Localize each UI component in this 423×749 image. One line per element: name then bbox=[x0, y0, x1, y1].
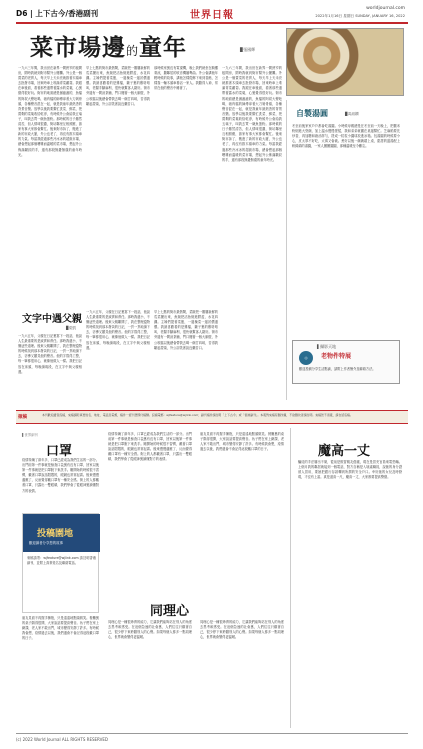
ad-body: 來稿請寄：wjfeature@wjlink.com 請註明香港副刊，並附上真實姓名及聯絡電話。 bbox=[27, 556, 96, 566]
photo-corner-title: 老物件特展 bbox=[321, 353, 352, 360]
ad-title: 投稿園地 bbox=[37, 529, 74, 539]
empathy-body-col-2: 同理心是一種很珍貴的能力，它讓我們能夠站在別人的角度去思考和感受。在這個急速的社會裏，人們往往只顧著自己，很少停下來聆聽別人的心聲。如果每個人都多一點同理心，世界就會變得更溫暖。 bbox=[200, 620, 284, 640]
main-headline bbox=[30, 29, 187, 62]
main-body-col-2: 早上七點的街市最熱鬧，菜販把一籮籮新鮮的瓜菜擺出來，魚販把活魚倒進膠盆，水花四濺。主婦們提著菜籃，一邊揀菜一邊討價還價。我最喜歡看的是雞檔，籠子裏的雞咯咯叫，老闆手腳麻利，很快就幫客人劏好。街市旁邊有一間涼茶舖，門口擺著一個大銅壺，外公收檔以後總會帶我去喝一碗廿四味，苦得我皺起眉頭，外公卻笑著說良藥苦口。 bbox=[86, 66, 150, 106]
side-byline: ▉黃淑嫻 bbox=[345, 112, 359, 116]
father-byline: ▉梁凱 bbox=[66, 326, 76, 330]
submission-text: 本刊歡迎讀者投稿，來稿請附真實姓名、地址、電話及電郵，稿件一經刊登即付稿酬。投稿電郵：wjfeature@wjlink.com；副刊稿件請註明「上下古今」或「香港副刊」。本報對來稿有刪改權，不欲刪改者請註明。來稿恕不退還，請自留底稿。 bbox=[42, 413, 353, 417]
headline-part-b: 童年 bbox=[139, 34, 188, 61]
issue-date: 2022年1月16日 星期日 SUNDAY, JANUARY 16, 2022 bbox=[315, 14, 405, 18]
main-body-col-4: 一九六三年間，我出世在新界一間狹窄的板間房，閑時我就到街市幫外公擺攤。外公是一個賣菜的老實人，每天早上天未亮就推著木頭車去批發市場，回來時車上堆滿青菜蘿蔔。我跟在車後面，看著那些還帶著露水的菜葉，心裏覺得很好玩。街市的地面總是濕漉漉的，魚檔的阿叔大聲吆喝，豬肉檔的師傅拿著大刀剁骨頭，各種聲音混在一起，就是我童年最熟悉的背景音樂。放學以後我要幫忙洗菜、綁菜，把賣剩的菜葉收拾乾淨，有時候外公會給我五毫子，叫我去買一碗魚蛋粉。那時候的日子雖然清苦，但人情味很濃，街坊鄰里互相照應，誰家有事大家都會幫忙。後來街市拆了，搬進了新的市政大廈，外公也老了，再沒有推木頭車的力氣。每當我經過那些冷冰冰的超級市場，總會想起那個嘈雜而溫暖的菜市場，想起外公佈滿皺紋的手，還有那段無憂無慮的童年時光。 bbox=[222, 66, 282, 162]
father-body-col-1: 一九六五年，父親在日記裏寫下一段話，他說人生最重要的是誠實和責任。那時我還小，不懂這些道理。後來父親離開了，我在整理遺物的時候找到那本發黃的日記，一頁一頁地讀下去，彷彿又聽見他的聲音。他的字寫得工整，每一筆都很用心，就像他做人一樣。我把日記放在床頭，每晚讀幾段，在文字中與父親相遇。 bbox=[18, 334, 82, 374]
main-byline: ▉張國輝 bbox=[240, 47, 256, 52]
headline-particle: 的 bbox=[126, 44, 140, 58]
column-divider bbox=[286, 100, 287, 400]
scam-body: 騙徒的手法層出不窮，從前是假冒親友借錢，現在是冒充官員來電恐嚇。上個月我的鄰居就接到一個電話，對方自稱是入境處職員，說她的身分證被人冒用，要她把銀行存款轉到所謂的安全戶口。幸好她的女兒及時發現，才沒有上當。真是道高一尺，魔高一丈，大家都要提高警覺。 bbox=[298, 460, 402, 480]
scam-headline: 魔高一丈 bbox=[318, 444, 371, 459]
headline-part-a: 菜市場邊 bbox=[30, 34, 126, 61]
header-rule bbox=[16, 22, 408, 24]
copyright-notice: (c) 2022 World Journal ALL RIGHTS RESERVED bbox=[16, 737, 108, 742]
newspaper-logo: 世界日報 bbox=[190, 10, 234, 21]
section-title: D6 | 上下古今/香港副刊 bbox=[16, 9, 99, 18]
photo-corner-box bbox=[292, 340, 400, 384]
column-divider-bottom bbox=[290, 428, 291, 728]
father-body-col-2: 一九六五年，父親在日記裏寫下一段話，他說人生最重要的是誠實和責任。那時我還小，不懂這些道理。後來父親離開了，我在整理遺物的時候找到那本發黃的日記，一頁一頁地讀下去，彷彿又聽見他的聲音。他的字寫得工整，每一筆都很用心，就像他做人一樣。我把日記放在床頭，每晚讀幾段，在文字中與父親相遇。 bbox=[86, 310, 150, 350]
empathy-body-col-1: 同理心是一種很珍貴的能力，它讓我們能夠站在別人的角度去思考和感受。在這個急速的社會裏，人們往往只顧著自己，很少停下來聆聽別人的心聲。如果每個人都多一點同理心，世界就會變得更溫暖。 bbox=[108, 620, 192, 640]
mask-tag: ▌世界副刊 bbox=[22, 433, 38, 437]
mask-body-col-1: 疫情持續了兩年多，口罩已經成為我們生活的一部分。出門前第一件事就是檢查口袋裏有沒有口罩，回家以後第一件事就是把口罩脫下來洗手。剛開始的時候很不習慣，戴著口罩說話悶悶的，眼鏡也常常起霧。後來慢慢適應了，反而覺得戴口罩有一種安全感。街上的人都戴著口罩，只露出一雙眼睛，我們學會了從眼神裏讀懂對方的表情。 bbox=[22, 458, 99, 493]
food-photo bbox=[286, 28, 404, 96]
photo-corner-body: 歡迎投稿分享生活點滴，請附上作者簡介及聯絡方法。 bbox=[299, 367, 376, 371]
bottom-rule bbox=[16, 733, 408, 734]
submission-ad bbox=[22, 513, 99, 613]
mask-body-col-4: 朋友見面不再握手擁抱，只是遠遠地點頭微笑。餐廳裏的桌子隔得很開，大家說話要提高聲音。孩子們在家上網課，老人家不敢出門，城市變得安靜了許多。有時候我會想，疫情過去以後，我們還會不會記得這段戴口罩的日子。 bbox=[200, 432, 284, 452]
empathy-headline: 同理心 bbox=[150, 604, 190, 619]
mask-body-col-2: 朋友見面不再握手擁抱，只是遠遠地點頭微笑。餐廳裏的桌子隔得很開，大家說話要提高聲音。孩子們在家上網課，老人家不敢出門，城市變得安靜了許多。有時候我會想，疫情過去以後，我們還會不會記得這段戴口罩的日子。 bbox=[22, 616, 99, 641]
ad-header bbox=[23, 514, 100, 552]
father-headline: 文字中遇父親 bbox=[22, 314, 82, 325]
ad-subtitle: 歡迎讀者分享您的故事 bbox=[29, 541, 63, 545]
submission-label: 徵稿 bbox=[18, 415, 27, 420]
father-body-col-3: 早上七點的街市最熱鬧，菜販把一籮籮新鮮的瓜菜擺出來，魚販把活魚倒進膠盆，水花四濺。主婦們提著菜籃，一邊揀菜一邊討價還價。我最喜歡看的是雞檔，籠子裏的雞咯咯叫，老闆手腳麻利，很快就幫客人劏好。街市旁邊有一間涼茶舖，門口擺著一個大銅壺，外公收檔以後總會帶我去喝一碗廿四味，苦得我皺起眉頭，外公卻笑著說良藥苦口。 bbox=[154, 310, 218, 350]
camera-icon: ◎ bbox=[299, 351, 313, 365]
main-body-col-3: 那時候家裏沒有電視機，晚上我們就坐在騎樓乘涼，聽鄰居的收音機播粵曲。外公會講他年輕時候的故事，講他怎樣從鄉下來到香港，怎樣靠一輛木頭車養活一家人。我聽得入神，常常在他的聲音中睡著了。 bbox=[154, 66, 218, 91]
main-body-col-1: 一九六三年間，我出世在新界一間狹窄的板間房，閑時我就到街市幫外公擺攤。外公是一個賣菜的老實人，每天早上天未亮就推著木頭車去批發市場，回來時車上堆滿青菜蘿蔔。我跟在車後面，看著那些還帶著露水的菜葉，心裏覺得很好玩。街市的地面總是濕漉漉的，魚檔的阿叔大聲吆喝，豬肉檔的師傅拿著大刀剁骨頭，各種聲音混在一起，就是我童年最熟悉的背景音樂。放學以後我要幫忙洗菜、綁菜，把賣剩的菜葉收拾乾淨，有時候外公會給我五毫子，叫我去買一碗魚蛋粉。那時候的日子雖然清苦，但人情味很濃，街坊鄰里互相照應，誰家有事大家都會幫忙。後來街市拆了，搬進了新的市政大廈，外公也老了，再沒有推木頭車的力氣。每當我經過那些冷冰冰的超級市場，總會想起那個嘈雜而溫暖的菜市場，想起外公佈滿皺紋的手，還有那段無憂無慮的童年時光。 bbox=[18, 66, 82, 157]
mask-body-col-3: 疫情持續了兩年多，口罩已經成為我們生活的一部分。出門前第一件事就是檢查口袋裏有沒有口罩，回家以後第一件事就是把口罩脫下來洗手。剛開始的時候很不習慣，戴著口罩說話悶悶的，眼鏡也常常起霧。後來慢慢適應了，反而覺得戴口罩有一種安全感。街上的人都戴著口罩，只露出一雙眼睛，我們學會了從眼神裏讀懂對方的表情。 bbox=[108, 432, 192, 462]
site-url[interactable]: worldjournal.com bbox=[366, 6, 405, 11]
side-headline: 自製湯圓 bbox=[296, 109, 328, 118]
side-body: 冬至前後家家戶戶都會吃湯圓。小時候母親總是在冬至前一天晚上，把糯米粉倒進大瓷碗，加上溫水慢慢搓揉，我和弟弟就圍在桌邊幫忙。芝麻餡要先炒香，再加糖和豬油拌勻，搓成一粒粒小圓球放進冰箱。包湯圓的時候要小心，皮太厚不好吃，太薄又會破。煮好以後一碗碗端上桌，甜甜的薑湯配上軟綿綿的湯圓，一家人團團圓圓，那種溫暖至今難忘。 bbox=[292, 124, 400, 149]
submission-notice-bar bbox=[16, 410, 408, 424]
mask-headline: 口罩 bbox=[46, 444, 73, 459]
photo-corner-head: ▌攝影天地 bbox=[317, 344, 337, 349]
